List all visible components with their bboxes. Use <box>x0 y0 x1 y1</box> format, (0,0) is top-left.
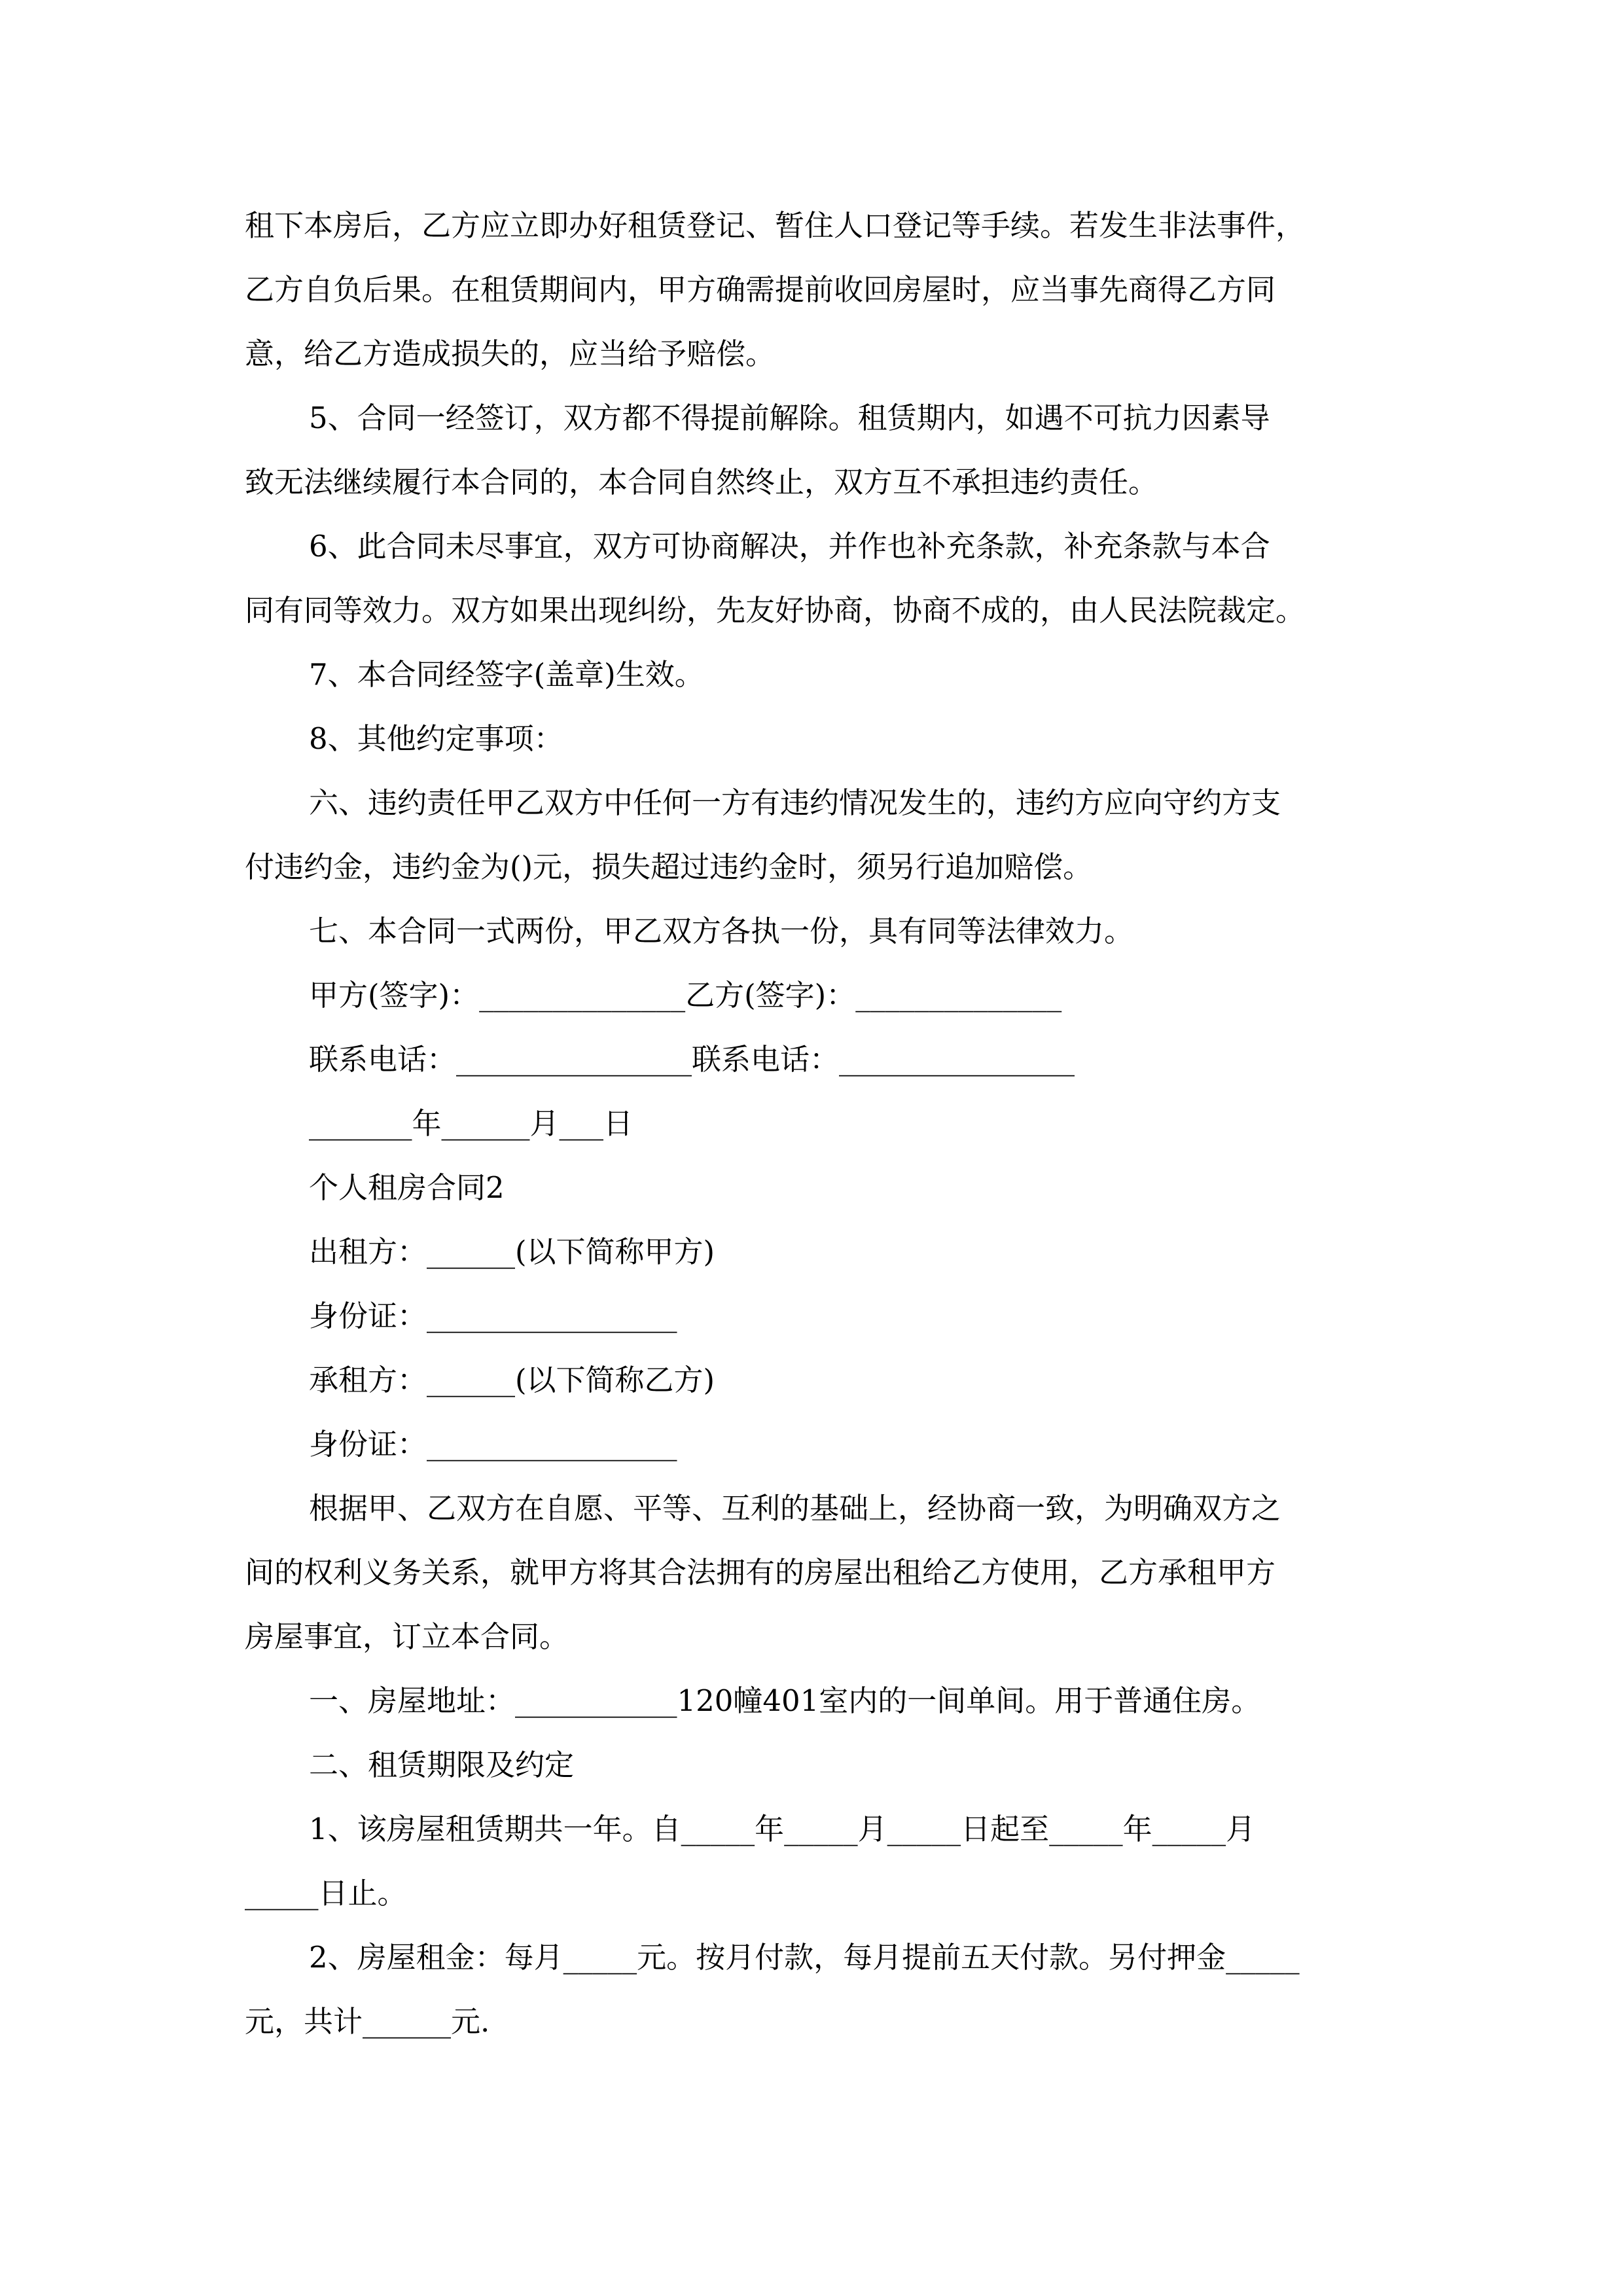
clause-5-line: 5、合同一经签订，双方都不得提前解除。租赁期内，如遇不可抗力因素导 <box>309 401 1270 435</box>
lease-term-line: 1、该房屋租赁期共一年。自_____年_____月_____日起至_____年_____月 <box>309 1812 1256 1846</box>
clause-5-line: 致无法继续履行本合同的，本合同自然终止，双方互不承担违约责任。 <box>245 465 1158 499</box>
rent-line: 2、房屋租金：每月_____元。按月付款，每月提前五天付款。另付押金_____ <box>309 1940 1300 1975</box>
copies-clause: 七、本合同一式两份，甲乙双方各执一份，具有同等法律效力。 <box>309 914 1134 948</box>
signature-line: 甲方(签字)：______________乙方(签字)：______________ <box>309 978 1062 1013</box>
paragraph-line: 意，给乙方造成损失的，应当给予赔偿。 <box>245 336 776 371</box>
clause-7: 7、本合同经签字(盖章)生效。 <box>309 657 704 692</box>
clause-8: 8、其他约定事项： <box>309 721 563 756</box>
intro-line: 房屋事宜，订立本合同。 <box>245 1619 569 1654</box>
lessor-id-line: 身份证：_________________ <box>309 1299 677 1333</box>
intro-line: 根据甲、乙双方在自愿、平等、互利的基础上，经协商一致，为明确双方之 <box>309 1491 1281 1526</box>
intro-line: 间的权利义务关系，就甲方将其合法拥有的房屋出租给乙方使用，乙方承租甲方 <box>245 1555 1276 1590</box>
clause-6-line: 6、此合同未尽事宜，双方可协商解决，并作也补充条款，补充条款与本合 <box>309 529 1270 564</box>
paragraph-line: 租下本房后，乙方应立即办好租赁登记、暂住人口登记等手续。若发生非法事件， <box>245 208 1306 243</box>
lessee-line: 承租方：______(以下简称乙方) <box>309 1363 715 1397</box>
breach-liability-line: 付违约金，违约金为()元，损失超过违约金时，须另行追加赔偿。 <box>245 850 1093 884</box>
contract-title: 个人租房合同2 <box>309 1170 505 1205</box>
lease-term-heading: 二、租赁期限及约定 <box>309 1748 575 1782</box>
rent-line: 元，共计______元. <box>245 2004 490 2039</box>
breach-liability-line: 六、违约责任甲乙双方中任何一方有违约情况发生的，违约方应向守约方支 <box>309 785 1281 820</box>
date-line: _______年______月___日 <box>309 1106 633 1141</box>
lessor-line: 出租方：______(以下简称甲方) <box>309 1234 715 1269</box>
paragraph-line: 乙方自负后果。在租赁期间内，甲方确需提前收回房屋时，应当事先商得乙方同 <box>245 272 1276 307</box>
phone-line: 联系电话：________________联系电话：________________ <box>309 1042 1075 1077</box>
house-address-line: 一、房屋地址：___________120幢401室内的一间单间。用于普通住房。 <box>309 1683 1261 1718</box>
clause-6-line: 同有同等效力。双方如果出现纠纷，先友好协商，协商不成的，由人民法院裁定。 <box>245 593 1306 628</box>
lessee-id-line: 身份证：_________________ <box>309 1427 677 1462</box>
lease-term-line: _____日止。 <box>245 1876 407 1910</box>
